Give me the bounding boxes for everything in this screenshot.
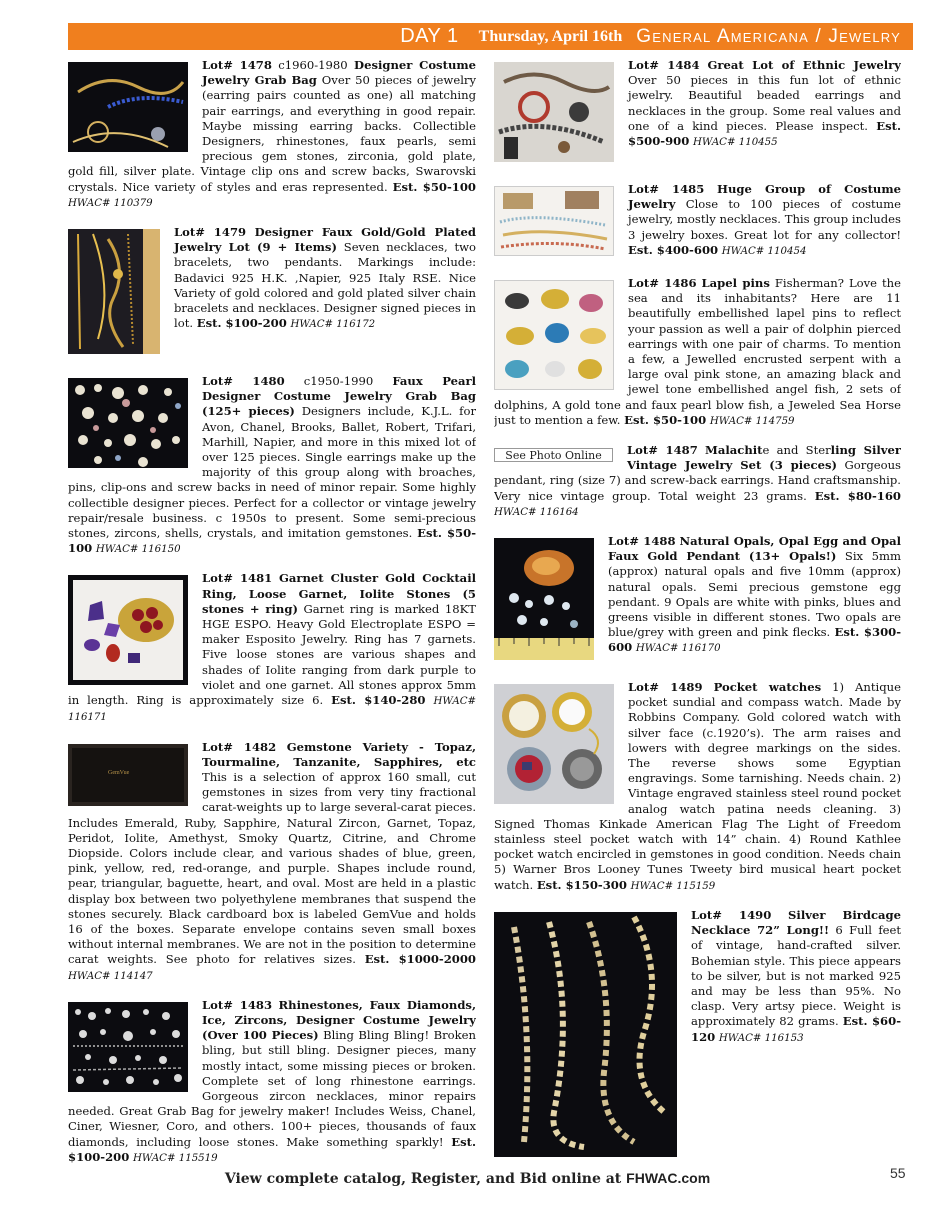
lot-hwac: HWAC# 110379 <box>68 197 153 209</box>
lot-description: Garnet ring is marked 18KT HGE ESPO. Heavy Gold Electroplate ESPO = maker Esposito Jewelry. Ring has 7 garnets. Five loose stones are various shapes and shades of Iolite ranging from dark purple to violet and one garnet. All stones approx 5mm in length. Ring is approximately size 6. <box>68 601 476 708</box>
lot-number: Lot# 1480 <box>202 374 285 389</box>
lot-title: Rhinestones, Faux Diamonds, Ice, Zircons, Designer Costume Jewelry (Over 100 Pieces) <box>202 997 476 1043</box>
lot-1485 <box>494 182 901 262</box>
costume-jewelry-photo-icon <box>495 187 613 255</box>
lot-1481 <box>68 571 476 725</box>
lot-description: Designers include, K.J.L. for Avon, Chanel, Brooks, Ballet, Robert, Trifari, Marhill, Napier, and more in this mixed lot of over 125 pieces. Single earrings make up the majority of this group along with broaches, pins, clip-ons and screw backs in need of minor repair. Some highly collectible designer pieces. Perfect for a collector or vintage jewelry repair/resale business. c 1950s to present. Some semi-precious stones, zircons, shells, crystals, and imitation gemstones. <box>68 404 476 541</box>
lot-number: Lot# 1479 <box>174 225 247 240</box>
lot-description: Bling Bling Bling! Broken bling, but still bling. Designer pieces, many mostly intact, some missing pieces or broken. Complete set of long rhinestone earrings. Gorgeous zircon necklaces, minor repairs needed. Great Grab Bag for jewelry maker! Includes Weiss, Chanel, Ciner, Wiesner, Coro, and others. 100+ pieces, thousands of faux diamonds, including loose stones. Make something sparkly! <box>68 1028 476 1149</box>
lot-estimate: Est. $80-160 <box>814 488 901 503</box>
gold-chains-photo-icon <box>68 229 160 354</box>
lot-hwac: HWAC# 116171 <box>68 696 476 724</box>
lot-title: Great Lot of Ethnic Jewelry <box>707 58 901 72</box>
lot-1481-photo <box>68 575 188 685</box>
lot-description: This is a selection of approx 160 small, cut gemstones in sizes from very tiny fractional carat-weights up to large several-carat pieces. Includes Emerald, Ruby, Sapphire, Natural Zircon, Garnet, Topaz, Peridot, Iolite, Amethyst, Smoky Quartz, Citrine, and Chrome Diopside. Colors include clear, and various shades of blue, green, pink, yellow, red, red-orange, and purple. Shapes include round, pear, triangular, baguette, heart, and oval. Most are held in a plastic display box between two polyethylene membranes that suspend the stones securely. Black cardboard box is labeled GemVue and holds 16 of the boxes. Separate envelope contains seven small boxes without internal membranes. We are not in the position to determine carat weights. See photo for relatives sizes. <box>68 769 476 967</box>
ethnic-jewelry-photo-icon <box>494 62 614 162</box>
birdcage-necklace-photo-icon <box>494 912 677 1157</box>
category-title: General Americana / Jewelry <box>636 25 901 47</box>
lot-description: 1) Antique pocket sundial and compass watch. Made by Robbins Company. Gold colored watch with silver face (c.1920’s). The arm raises and lowers with degree markings on the sides. The reverse shows some Egyptian engravings. Some tarnishing. Needs chain. 2) Vintage engraved stainless steel round pocket analog watch patina needs cleaning. 3) Signed Thomas Kinkade American Flag The Light of Freedom stainless steel pocket watch with 14” chain. 4) Round Kathlee pocket watch encircled in gemstones in good condition. Needs chain 5) Warner Bros Looney Tunes Tweety bird musical heart pocket watch. <box>494 680 901 892</box>
lot-number: Lot# 1485 <box>628 182 705 196</box>
lot-hwac: HWAC# 115519 <box>132 1152 218 1164</box>
right-column <box>494 58 901 1177</box>
footer-website-link[interactable]: FHWAC.com <box>626 1170 711 1186</box>
lot-number: Lot# 1482 <box>202 739 277 754</box>
jewelry-photo-icon <box>68 62 188 152</box>
lot-1486 <box>494 276 901 429</box>
lot-hwac: HWAC# 116164 <box>494 506 579 518</box>
lot-description: Fisherman? Love the sea and its inhabitants? Here are 11 beautifully embellished lapel pins to reflect your passion as well a pair of dolphin pierced earrings with one pair of charms. To mention a few, a Jewelled encrusted serpent with a large oval pink stone, an amazing black and jewel tone embellished angel fish, 2 sets of dolphins, A gold tone and faux pearl blow fish, a Jeweled Sea Horse just to mention a few. <box>494 276 901 427</box>
lot-1490 <box>494 908 901 1163</box>
faux-pearl-photo-icon <box>68 378 188 468</box>
lot-hwac: HWAC# 114759 <box>709 415 795 427</box>
lot-description: Seven necklaces, two bracelets, two pendants. Markings include: Badavici 925 H.K. ,Napier, 925 Italy RSE. Nice Variety of gold colored and gold plated silver chain bracelets and necklaces. Designer signed pieces in lot. <box>174 240 476 331</box>
lot-1484 <box>494 58 901 168</box>
lot-title: Garnet Cluster Gold Cocktail Ring, Loose Garnet, Iolite Stones (5 stones + ring) <box>202 571 476 616</box>
lot-title: Lapel pins <box>701 276 770 290</box>
lot-description: Over 50 pieces in this fun lot of ethnic jewelry. Beautiful beaded earrings and necklaces in the group. Some real values and one of a kind pieces. Please inspect. <box>628 73 901 133</box>
lot-number: Lot# 1488 <box>608 534 676 549</box>
lot-description: Six 5mm (approx) natural opals and five 10mm (approx) natural opals. Semi precious gemstone egg pendant. 9 Opals are white with pinks, blues and greens visible in different stones. Two opals are blue/grey with green and pink flecks. <box>608 549 901 640</box>
lot-title: Silver Birdcage Necklace 72” Long!! <box>691 907 901 938</box>
lot-number: Lot# 1490 <box>691 907 772 922</box>
lot-number: Lot# 1481 <box>202 571 273 586</box>
lot-1489-photo <box>494 684 614 804</box>
day-label: DAY 1 <box>400 25 459 47</box>
lot-number: Lot# 1486 <box>628 276 697 290</box>
opals-photo-icon <box>494 538 594 660</box>
see-photo-online-placeholder: See Photo Online <box>494 448 613 462</box>
lot-title: Gemstone Variety - Topaz, Tourmaline, Tanzanite, Sapphires, etc <box>202 739 476 769</box>
lot-1488 <box>494 534 901 666</box>
lot-estimate: Est. $50-100 <box>392 179 476 194</box>
lot-1486-photo <box>494 280 614 390</box>
lot-1479 <box>68 225 476 360</box>
lot-description: Close to 100 pieces of costume jewelry, mostly necklaces. This group includes 3 jewelry boxes. Great lot for any collector! <box>628 197 901 242</box>
lot-1487 <box>494 443 901 520</box>
lot-1483 <box>68 998 476 1166</box>
page-header-bar <box>68 23 913 50</box>
lot-1478-photo <box>68 62 188 152</box>
gemvue-box-label: GemVue <box>108 769 130 776</box>
lot-title: Huge Group of Costume Jewelry <box>628 182 901 212</box>
lot-title-part-c: ling Silver Vintage Jewelry Set (3 pieces) <box>627 443 901 473</box>
lot-title: Pocket watches <box>713 680 822 695</box>
lot-estimate: Est. $50-100 <box>68 526 476 556</box>
lot-number: Lot# 1483 <box>202 997 273 1012</box>
lot-hwac: HWAC# 115159 <box>630 880 716 892</box>
lot-estimate: Est. $100-200 <box>68 1134 476 1164</box>
lot-estimate: Est. $300-600 <box>608 625 901 655</box>
lot-years: c1960-1980 <box>278 58 348 72</box>
lot-number: Lot# 1489 <box>628 680 703 695</box>
lot-number: Lot# 1487 <box>627 443 698 458</box>
page-number: 55 <box>890 1165 906 1181</box>
lot-years: c1950-1990 <box>303 374 374 389</box>
lot-1480-photo <box>68 378 188 468</box>
rhinestones-photo-icon <box>68 1002 188 1092</box>
page-footer <box>0 1170 935 1187</box>
lot-title: Natural Opals, Opal Egg and Opal Faux Gold Pendant (13+ Opals!) <box>608 534 901 564</box>
lapel-pins-photo-icon <box>495 281 613 389</box>
lot-estimate: Est. $400-600 <box>628 242 719 257</box>
lot-description: Gorgeous pendant, ring (size 7) and screw-back earrings. Hand craftsmanship. Very nice vintage group. Total weight 23 grams. <box>494 458 901 503</box>
lot-1485-photo <box>494 186 614 256</box>
lot-1489 <box>494 680 901 894</box>
lot-estimate: Est. $60-120 <box>691 1014 901 1044</box>
lot-number: Lot# 1478 <box>202 58 272 72</box>
lot-1490-photo <box>494 912 677 1157</box>
lot-title: Faux Pearl Designer Costume Jewelry Grab Bag (125+ pieces) <box>202 374 476 419</box>
lot-title: Designer Costume Jewelry Grab Bag <box>202 58 476 88</box>
lot-title-part-a: Malachit <box>705 443 763 458</box>
sale-date: Thursday, April 16th <box>478 27 623 45</box>
lot-hwac: HWAC# 116172 <box>290 319 376 331</box>
lot-estimate: Est. $1000-2000 <box>364 952 476 967</box>
footer-text: View complete catalog, Register, and Bid online at <box>224 1171 622 1187</box>
lot-hwac: HWAC# 116170 <box>635 643 721 655</box>
pocket-watches-photo-icon <box>494 684 614 804</box>
lot-description: 6 Full feet of vintage, hand-crafted silver. Bohemian style. This piece appears to be silver, but is not marked 925 and may be less than 95%. No clasp. Very artsy piece. Weight is approximately 82 grams. <box>691 923 901 1029</box>
lot-hwac: HWAC# 110454 <box>721 245 807 257</box>
lot-estimate: Est. $50-100 <box>624 412 707 427</box>
lot-estimate: Est. $100-200 <box>196 316 287 331</box>
lot-estimate: Est. $500-900 <box>628 118 901 149</box>
lot-1479-photo <box>68 229 160 354</box>
lot-1483-photo <box>68 1002 188 1092</box>
lot-hwac: HWAC# 116153 <box>718 1032 804 1044</box>
lot-estimate: Est. $150-300 <box>536 877 627 892</box>
lot-1482 <box>68 740 476 984</box>
left-column <box>68 58 476 1180</box>
lot-hwac: HWAC# 116150 <box>95 544 181 556</box>
lot-1484-photo <box>494 62 614 162</box>
lot-description: Over 50 pieces of jewelry (earring pairs counted as one) all matching pair earrings, and everything in good repair. Maybe missing earring backs. Collectible Designers, rhinestones, faux pearls, semi precious gem stones, zirconia, gold plate, gold fill, silver plate. Vintage clip ons and screw backs, Swarovski crystals. Nice variety of styles and eras represented. <box>68 73 476 194</box>
lot-1480 <box>68 374 476 557</box>
lot-1488-photo <box>494 538 594 660</box>
garnet-ring-photo-icon <box>68 575 188 685</box>
lot-title-part-b: e and Ster <box>762 443 831 458</box>
lot-hwac: HWAC# 114147 <box>68 970 153 982</box>
lot-hwac: HWAC# 110455 <box>692 137 778 149</box>
lot-title: Designer Faux Gold/Gold Plated Jewelry Lot (9 + Items) <box>174 225 476 255</box>
lot-estimate: Est. $140-280 <box>331 693 426 708</box>
lot-1478 <box>68 58 476 211</box>
lot-1482-photo <box>68 744 188 806</box>
lot-number: Lot# 1484 <box>628 58 700 72</box>
